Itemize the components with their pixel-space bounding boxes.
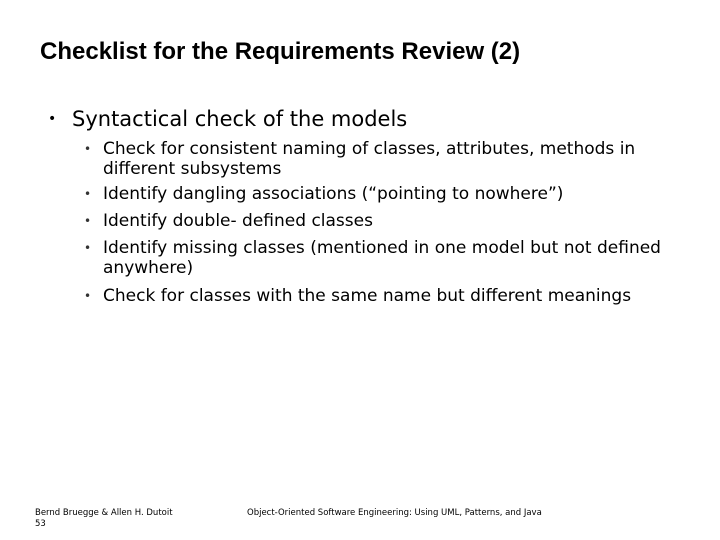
sub-bullet-text: Check for consistent naming of classes, attributes, methods in different subsystems: [103, 139, 636, 179]
sub-bullet-text: Identify dangling associations (“pointing to nowhere”): [103, 184, 564, 204]
sub-bullet-item: [84, 139, 674, 179]
footer-authors: Bernd Bruegge & Allen H. Dutoit: [35, 508, 173, 518]
sub-bullet-glyph: •: [84, 241, 92, 255]
sub-bullet-text: Identify missing classes (mentioned in one model but not defined anywhere): [103, 238, 661, 278]
sub-bullet-item: [84, 286, 674, 306]
sub-bullet-item: [84, 184, 674, 204]
main-bullet: [48, 104, 688, 134]
sub-bullet-item: [84, 211, 674, 231]
footer-authors-block: [35, 508, 173, 530]
sub-bullet-text: Check for classes with the same name but different meanings: [103, 286, 632, 306]
bullet-glyph: •: [48, 111, 57, 127]
sub-bullet-glyph: •: [84, 142, 92, 156]
footer-book-title: Object-Oriented Software Engineering: Using UML, Patterns, and Java: [247, 508, 542, 518]
sub-bullet-list: [84, 139, 674, 314]
sub-bullet-glyph: •: [84, 289, 92, 303]
sub-bullet-glyph: •: [84, 187, 92, 201]
sub-bullet-text: Identify double- defined classes: [103, 211, 373, 231]
page-number: 53: [35, 519, 46, 529]
sub-bullet-glyph: •: [84, 214, 92, 228]
sub-bullet-item: [84, 238, 674, 278]
main-bullet-text: Syntactical check of the models: [72, 107, 408, 131]
slide-title: Checklist for the Requirements Review (2): [40, 38, 521, 65]
